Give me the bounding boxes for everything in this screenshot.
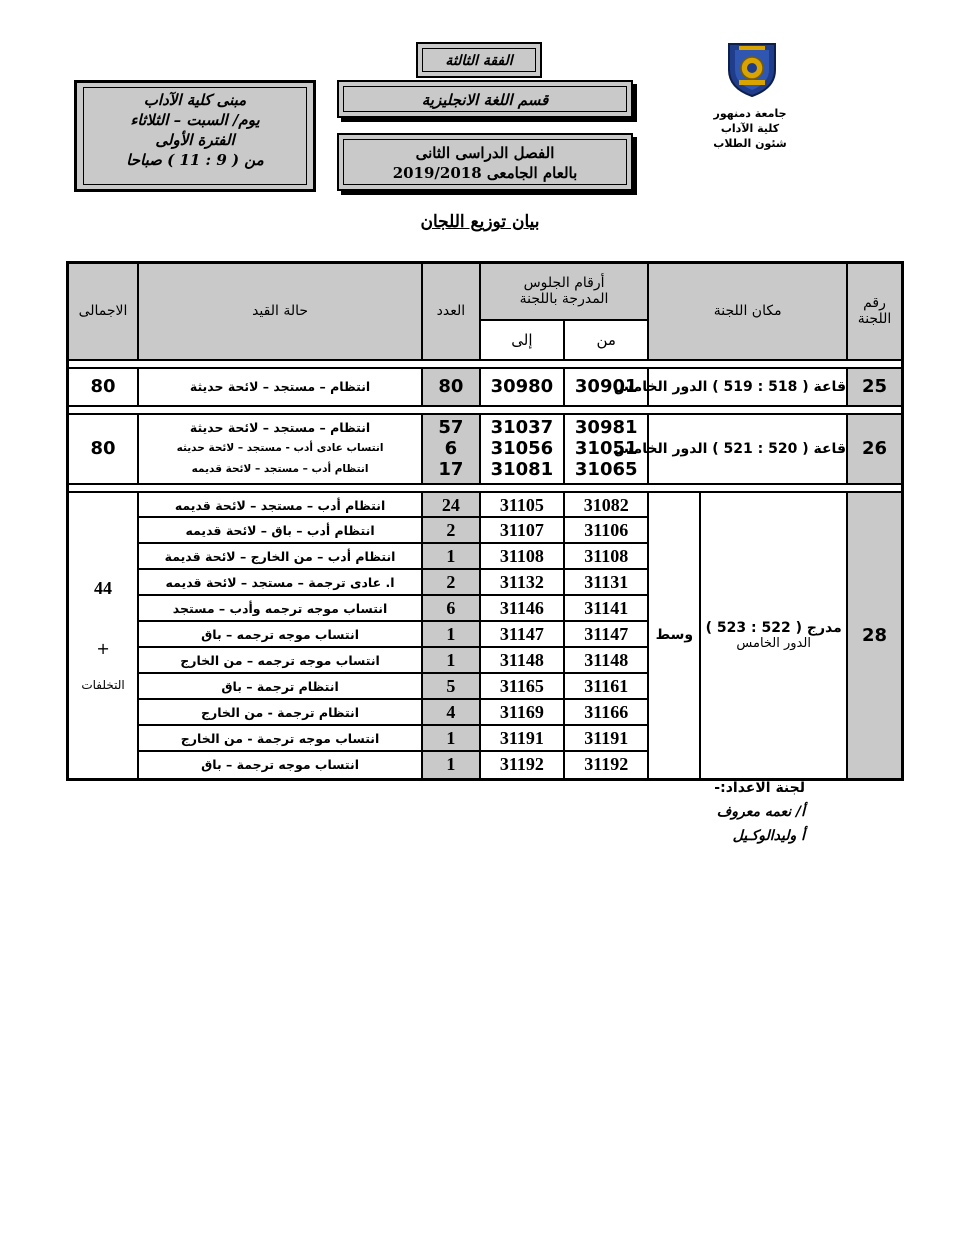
enrollment-status: انتساب موجه ترجمه – باق <box>139 622 421 648</box>
seat-from: 31147 <box>565 622 647 648</box>
committee-place: مدرج ( 522 : 523 ) <box>705 619 842 636</box>
student-count-list <box>422 414 480 484</box>
seat-to: 30980 <box>480 368 564 406</box>
committee-label: لجنة الاعداد:- <box>714 780 805 796</box>
seat-to: 31105 <box>481 493 563 519</box>
seat-to: 31169 <box>481 700 563 726</box>
committee-place: قاعة ( 520 : 521 ) الدور الخامس <box>648 414 847 484</box>
university-name: جامعة دمنهور <box>713 107 787 120</box>
student-count: 6 <box>423 596 479 622</box>
seat-from-list <box>564 492 648 780</box>
office-name: شئون الطلاب <box>713 137 787 150</box>
header-count: العدد <box>422 263 480 360</box>
student-count: 80 <box>422 368 480 406</box>
seat-to: 31148 <box>481 648 563 674</box>
committee-number: 28 <box>847 492 903 780</box>
department-box <box>337 80 633 118</box>
committee-total: 44 <box>94 578 113 598</box>
seat-from: 31106 <box>565 518 647 544</box>
seat-from: 30981 <box>574 417 638 438</box>
seat-to: 31165 <box>481 674 563 700</box>
faculty-name: كلية الآداب <box>720 122 780 135</box>
exam-period: الفترة الأولى <box>155 131 235 149</box>
category-box <box>416 42 542 78</box>
committee-place-cell <box>648 492 847 780</box>
seat-from: 31192 <box>584 753 629 774</box>
enrollment-status: انتظام – مستجد – لائحة حديثة <box>189 420 371 435</box>
student-count: 57 <box>438 417 464 438</box>
student-count: 5 <box>423 674 479 700</box>
exam-days: يوم/ السبت – الثلاثاء <box>130 111 260 129</box>
seat-from: 30901 <box>564 368 648 406</box>
committee-member: أ/ نعمه معروف <box>716 804 805 820</box>
student-count: 6 <box>444 438 458 459</box>
committee-number: 25 <box>847 368 903 406</box>
semester-box <box>337 133 633 191</box>
student-count: 17 <box>438 459 464 480</box>
seat-from: 31108 <box>565 544 647 570</box>
committee-number: 26 <box>847 414 903 484</box>
student-count: 1 <box>446 753 456 774</box>
header-status: حالة القيد <box>138 263 422 360</box>
seat-to: 31132 <box>481 570 563 596</box>
seat-from: 31191 <box>565 726 647 752</box>
student-count: 1 <box>423 648 479 674</box>
student-count: 2 <box>423 518 479 544</box>
exam-time: من ( 9 : 11 ) صباحا <box>126 151 264 169</box>
seat-to: 31191 <box>481 726 563 752</box>
committee-floor: الدور الخامس <box>736 635 811 651</box>
seat-from: 31131 <box>565 570 647 596</box>
committee-total: 80 <box>68 414 139 484</box>
building-time-box <box>74 80 316 192</box>
student-count-list <box>422 492 480 780</box>
enrollment-status: انتظام أدب – مستجد – لائحة قديمه <box>191 463 369 475</box>
seat-from: 31141 <box>565 596 647 622</box>
student-count: 1 <box>423 544 479 570</box>
seat-from: 31161 <box>565 674 647 700</box>
preparation-committee <box>640 776 805 848</box>
committee-place: قاعة ( 518 : 519 ) الدور الخامس <box>648 368 847 406</box>
enrollment-status: انتساب عادى أدب - مستجد – لائحة حديثه <box>176 442 384 454</box>
carryover-label: التخلفات <box>81 678 125 692</box>
table-row <box>68 368 903 406</box>
plus-sign: + <box>96 639 110 658</box>
seat-to: 31081 <box>490 459 554 480</box>
category-label: الفقة الثالثة <box>445 53 513 69</box>
seat-from: 31065 <box>574 459 638 480</box>
enrollment-status: انتظام أدب – مستجد – لائحة قديمه <box>139 493 421 519</box>
seat-to: 31056 <box>490 438 554 459</box>
seat-to: 31108 <box>481 544 563 570</box>
seat-to: 31037 <box>490 417 554 438</box>
table-row <box>68 492 903 780</box>
enrollment-status: انتساب موجه ترجمه وأدب – مستجد <box>139 596 421 622</box>
student-count: 1 <box>423 622 479 648</box>
seat-to: 31146 <box>481 596 563 622</box>
seat-from-list <box>564 414 648 484</box>
seat-from: 31051 <box>574 438 638 459</box>
seat-from: 31082 <box>565 493 647 519</box>
seat-to: 31192 <box>499 753 544 774</box>
seat-to-list <box>480 492 564 780</box>
page-title: بيان توزيع اللجان <box>420 212 540 232</box>
academic-year: بالعام الجامعى 2019/2018 <box>392 164 578 182</box>
seat-to: 31107 <box>481 518 563 544</box>
enrollment-status: انتظام أدب – باق – لائحة قديمه <box>139 518 421 544</box>
enrollment-status: انتساب موجه ترجمة – باق <box>201 756 359 772</box>
committees-table <box>66 261 904 781</box>
header-total: الاجمالى <box>68 263 139 360</box>
enrollment-status-list <box>138 414 422 484</box>
header-committee-no: رقم اللجنة <box>847 263 903 360</box>
seat-to: 31147 <box>481 622 563 648</box>
hall-section: وسط <box>655 627 694 643</box>
table-header-row-1 <box>68 263 903 320</box>
university-crest-icon <box>725 40 779 98</box>
header-to: إلى <box>480 320 564 360</box>
student-count: 2 <box>423 570 479 596</box>
department-name: قسم اللغة الانجليزية <box>421 91 549 109</box>
enrollment-status: ا. عادى ترجمة – مستجد – لائحة قديمه <box>139 570 421 596</box>
committee-total: 80 <box>68 368 139 406</box>
student-count: 24 <box>423 493 479 519</box>
enrollment-status: انتظام أدب – من الخارج – لائحة قديمة <box>139 544 421 570</box>
enrollment-status: انتظام ترجمة - من الخارج <box>139 700 421 726</box>
enrollment-status: انتساب موجه ترجمه – من الخارج <box>139 648 421 674</box>
university-info <box>690 106 810 151</box>
seat-from: 31148 <box>565 648 647 674</box>
seat-to-list <box>480 414 564 484</box>
enrollment-status-list <box>138 492 422 780</box>
semester-name: الفصل الدراسى الثانى <box>415 144 555 162</box>
student-count: 1 <box>423 726 479 752</box>
enrollment-status: انتظام – مستجد – لائحة حديثة <box>138 368 422 406</box>
enrollment-status: انتساب موجه ترجمة - من الخارج <box>139 726 421 752</box>
student-count: 4 <box>423 700 479 726</box>
seat-from: 31166 <box>565 700 647 726</box>
enrollment-status: انتظام ترجمة – باق <box>139 674 421 700</box>
header-place: مكان اللجنة <box>648 263 847 360</box>
building-name: مبنى كلية الآداب <box>143 91 247 109</box>
committee-member: أ وليدالوكـيل <box>732 828 805 844</box>
header-from: من <box>564 320 648 360</box>
committee-total-cell <box>68 492 139 780</box>
table-row <box>68 414 903 484</box>
header-seat-numbers: أرقام الجلوس المدرجة باللجنة <box>480 263 649 320</box>
